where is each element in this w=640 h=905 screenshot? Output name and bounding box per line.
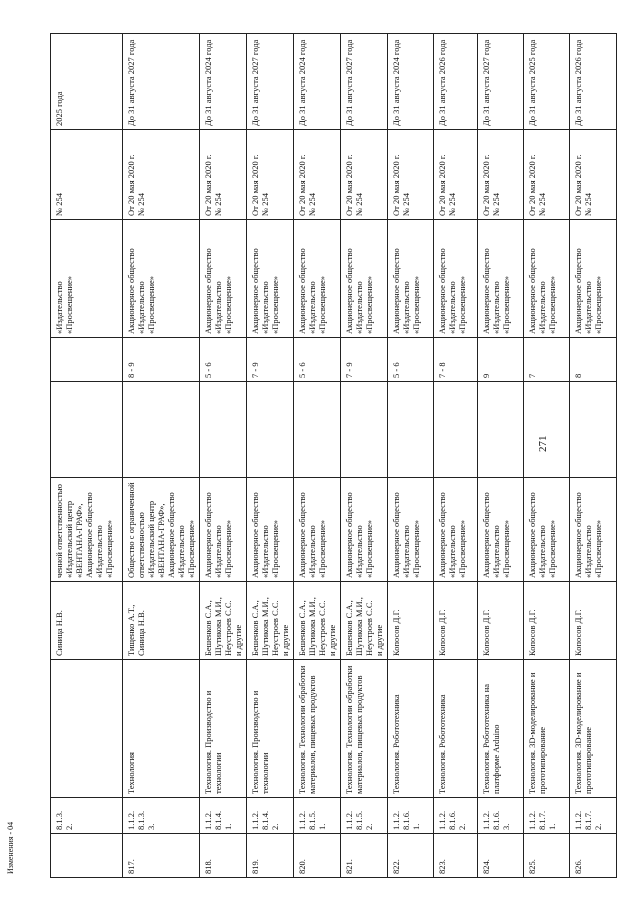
cell-empty (247, 382, 294, 478)
cell-num: 818. (200, 834, 247, 878)
cell-empty (570, 382, 617, 478)
table-row (524, 34, 570, 878)
cell-owner: Акционерное общество «Издательство «Просвещение» (570, 220, 617, 338)
cell-grade: 8 - 9 (123, 338, 200, 382)
cell-order: От 20 мая 2020 г. № 254 (388, 130, 434, 220)
rotated-table-container (50, 34, 603, 878)
cell-order: От 20 мая 2020 г. № 254 (341, 130, 388, 220)
cell-num: 824. (478, 834, 524, 878)
cell-code: 1.1.2. 8.1.7. 2. (570, 798, 617, 834)
cell-publisher: Акционерное общество «Издательство «Просвещение» (341, 478, 388, 582)
cell-code: 1.1.2. 8.1.4. 2. (247, 798, 294, 834)
table-row (123, 34, 200, 878)
cell-owner: Акционерное общество «Издательство «Просвещение» (388, 220, 434, 338)
cell-grade: 7 - 9 (341, 338, 388, 382)
cell-author: Синица Н.В. (51, 582, 123, 660)
table-row (434, 34, 478, 878)
cell-code: 1.1.2. 8.1.5. 2. (341, 798, 388, 834)
cell-empty (294, 382, 341, 478)
cell-subject: Технология. Робототехника (434, 660, 478, 798)
table-row (478, 34, 524, 878)
cell-subject: Технология (123, 660, 200, 798)
cell-grade: 7 - 9 (247, 338, 294, 382)
cell-grade: 9 (478, 338, 524, 382)
cell-subject: Технология. 3D-моделирование и прототипирование (570, 660, 617, 798)
cell-order: От 20 мая 2020 г. № 254 (478, 130, 524, 220)
cell-subject: Технология. Производство и технологии (247, 660, 294, 798)
cell-owner: Акционерное общество «Издательство «Просвещение» (524, 220, 570, 338)
cell-order: От 20 мая 2020 г. № 254 (123, 130, 200, 220)
page-number: 271 (537, 435, 549, 452)
cell-grade: 7 (524, 338, 570, 382)
cell-order: От 20 мая 2020 г. № 254 (434, 130, 478, 220)
cell-publisher: Акционерное общество «Издательство «Просвещение» (294, 478, 341, 582)
cell-author: Бешенков С.А., Шутикова М.И., Неустроев С.С. и другие (247, 582, 294, 660)
cell-code: 1.1.2. 8.1.7. 1. (524, 798, 570, 834)
cell-author: Копосов Д.Г. (570, 582, 617, 660)
cell-publisher: ченной ответственностью «Издательский центр «ВЕНТАНА-ГРАФ», Акционерное общество «Издательство «Просвещение» (51, 478, 123, 582)
cell-author: Бешенков С.А., Шутикова М.И., Неустроев С.С. и другие (294, 582, 341, 660)
cell-publisher: Акционерное общество «Издательство «Просвещение» (388, 478, 434, 582)
cell-num: 819. (247, 834, 294, 878)
cell-owner: Акционерное общество «Издательство «Просвещение» (200, 220, 247, 338)
cell-owner: Акционерное общество «Издательство «Просвещение» (434, 220, 478, 338)
cell-owner: Акционерное общество «Издательство «Просвещение» (341, 220, 388, 338)
cell-author: Копосов Д.Г. (388, 582, 434, 660)
cell-date: До 31 августа 2027 года (341, 34, 388, 130)
cell-num (51, 834, 123, 878)
cell-code: 1.1.2. 8.1.6. 1. (388, 798, 434, 834)
cell-owner: Акционерное общество «Издательство «Просвещение» (123, 220, 200, 338)
cell-empty (341, 382, 388, 478)
cell-order: № 254 (51, 130, 123, 220)
cell-code: 1.1.2. 8.1.6. 3. (478, 798, 524, 834)
table-row (294, 34, 341, 878)
table-row (200, 34, 247, 878)
cell-date: До 31 августа 2025 года (524, 34, 570, 130)
cell-num: 820. (294, 834, 341, 878)
cell-empty (51, 382, 123, 478)
cell-owner: Акционерное общество «Издательство «Просвещение» (478, 220, 524, 338)
cell-empty (524, 382, 570, 478)
cell-empty (200, 382, 247, 478)
cell-date: 2025 года (51, 34, 123, 130)
footer-changes: Изменения - 04 (6, 821, 15, 874)
cell-num: 825. (524, 834, 570, 878)
table-row (247, 34, 294, 878)
table-row (341, 34, 388, 878)
cell-date: До 31 августа 2027 года (478, 34, 524, 130)
cell-publisher: Акционерное общество «Издательство «Просвещение» (200, 478, 247, 582)
cell-publisher: Акционерное общество «Издательство «Просвещение» (570, 478, 617, 582)
cell-num: 822. (388, 834, 434, 878)
cell-publisher: Общество с ограниченной ответственностью «Издательский центр «ВЕНТАНА-ГРАФ», Акционерное общество «Издательство «Просвещение» (123, 478, 200, 582)
cell-code: 1.1.2. 8.1.4. 1. (200, 798, 247, 834)
cell-publisher: Акционерное общество «Издательство «Просвещение» (478, 478, 524, 582)
table-row (388, 34, 434, 878)
cell-empty (478, 382, 524, 478)
cell-author: Копосов Д.Г. (524, 582, 570, 660)
cell-publisher: Акционерное общество «Издательство «Просвещение» (434, 478, 478, 582)
table-row (570, 34, 617, 878)
cell-empty (434, 382, 478, 478)
cell-empty (388, 382, 434, 478)
cell-subject: Технология. Технологии обработки материалов, пищевых продуктов (294, 660, 341, 798)
cell-num: 821. (341, 834, 388, 878)
cell-author: Тищенко А.Т., Синица Н.В. (123, 582, 200, 660)
cell-grade (51, 338, 123, 382)
cell-owner: Акционерное общество «Издательство «Просвещение» (247, 220, 294, 338)
cell-date: До 31 августа 2026 года (434, 34, 478, 130)
cell-date: До 31 августа 2024 года (388, 34, 434, 130)
cell-grade: 5 - 6 (200, 338, 247, 382)
cell-grade: 5 - 6 (388, 338, 434, 382)
cell-author: Копосов Д.Г. (434, 582, 478, 660)
cell-num: 826. (570, 834, 617, 878)
cell-subject: Технология. Производство и технологии (200, 660, 247, 798)
cell-code: 1.1.2. 8.1.5. 1. (294, 798, 341, 834)
cell-date: До 31 августа 2027 года (247, 34, 294, 130)
cell-owner: «Издательство «Просвещение» (51, 220, 123, 338)
cell-subject: Технология. Технологии обработки материалов, пищевых продуктов (341, 660, 388, 798)
textbook-table (50, 33, 617, 878)
cell-num: 817. (123, 834, 200, 878)
cell-author: Бешенков С.А., Шутикова М.И., Неустроев С.С. и другие (200, 582, 247, 660)
cell-publisher: Акционерное общество «Издательство «Просвещение» (524, 478, 570, 582)
table-row (51, 34, 123, 878)
cell-code: 8.1.3. 2. (51, 798, 123, 834)
cell-subject: Технология. Робототехника (388, 660, 434, 798)
cell-order: От 20 мая 2020 г. № 254 (200, 130, 247, 220)
cell-author: Копосов Д.Г. (478, 582, 524, 660)
cell-grade: 8 (570, 338, 617, 382)
cell-subject: Технология. 3D-моделирование и прототипирование (524, 660, 570, 798)
cell-date: До 31 августа 2024 года (200, 34, 247, 130)
cell-order: От 20 мая 2020 г. № 254 (247, 130, 294, 220)
cell-code: 1.1.2. 8.1.6. 2. (434, 798, 478, 834)
cell-num: 823. (434, 834, 478, 878)
cell-publisher: Акционерное общество «Издательство «Просвещение» (247, 478, 294, 582)
cell-grade: 5 - 6 (294, 338, 341, 382)
cell-order: От 20 мая 2020 г. № 254 (294, 130, 341, 220)
cell-order: От 20 мая 2020 г. № 254 (524, 130, 570, 220)
cell-owner: Акционерное общество «Издательство «Просвещение» (294, 220, 341, 338)
cell-subject: Технология. Робототехника на платформе Arduino (478, 660, 524, 798)
cell-code: 1.1.2. 8.1.3. 3. (123, 798, 200, 834)
cell-author: Бешенков С.А., Шутикова М.И., Неустроев С.С. и другие (341, 582, 388, 660)
cell-order: От 20 мая 2020 г. № 254 (570, 130, 617, 220)
cell-grade: 7 - 8 (434, 338, 478, 382)
cell-subject (51, 660, 123, 798)
cell-date: До 31 августа 2026 года (570, 34, 617, 130)
cell-date: До 31 августа 2024 года (294, 34, 341, 130)
cell-date: До 31 августа 2027 года (123, 34, 200, 130)
cell-empty (123, 382, 200, 478)
